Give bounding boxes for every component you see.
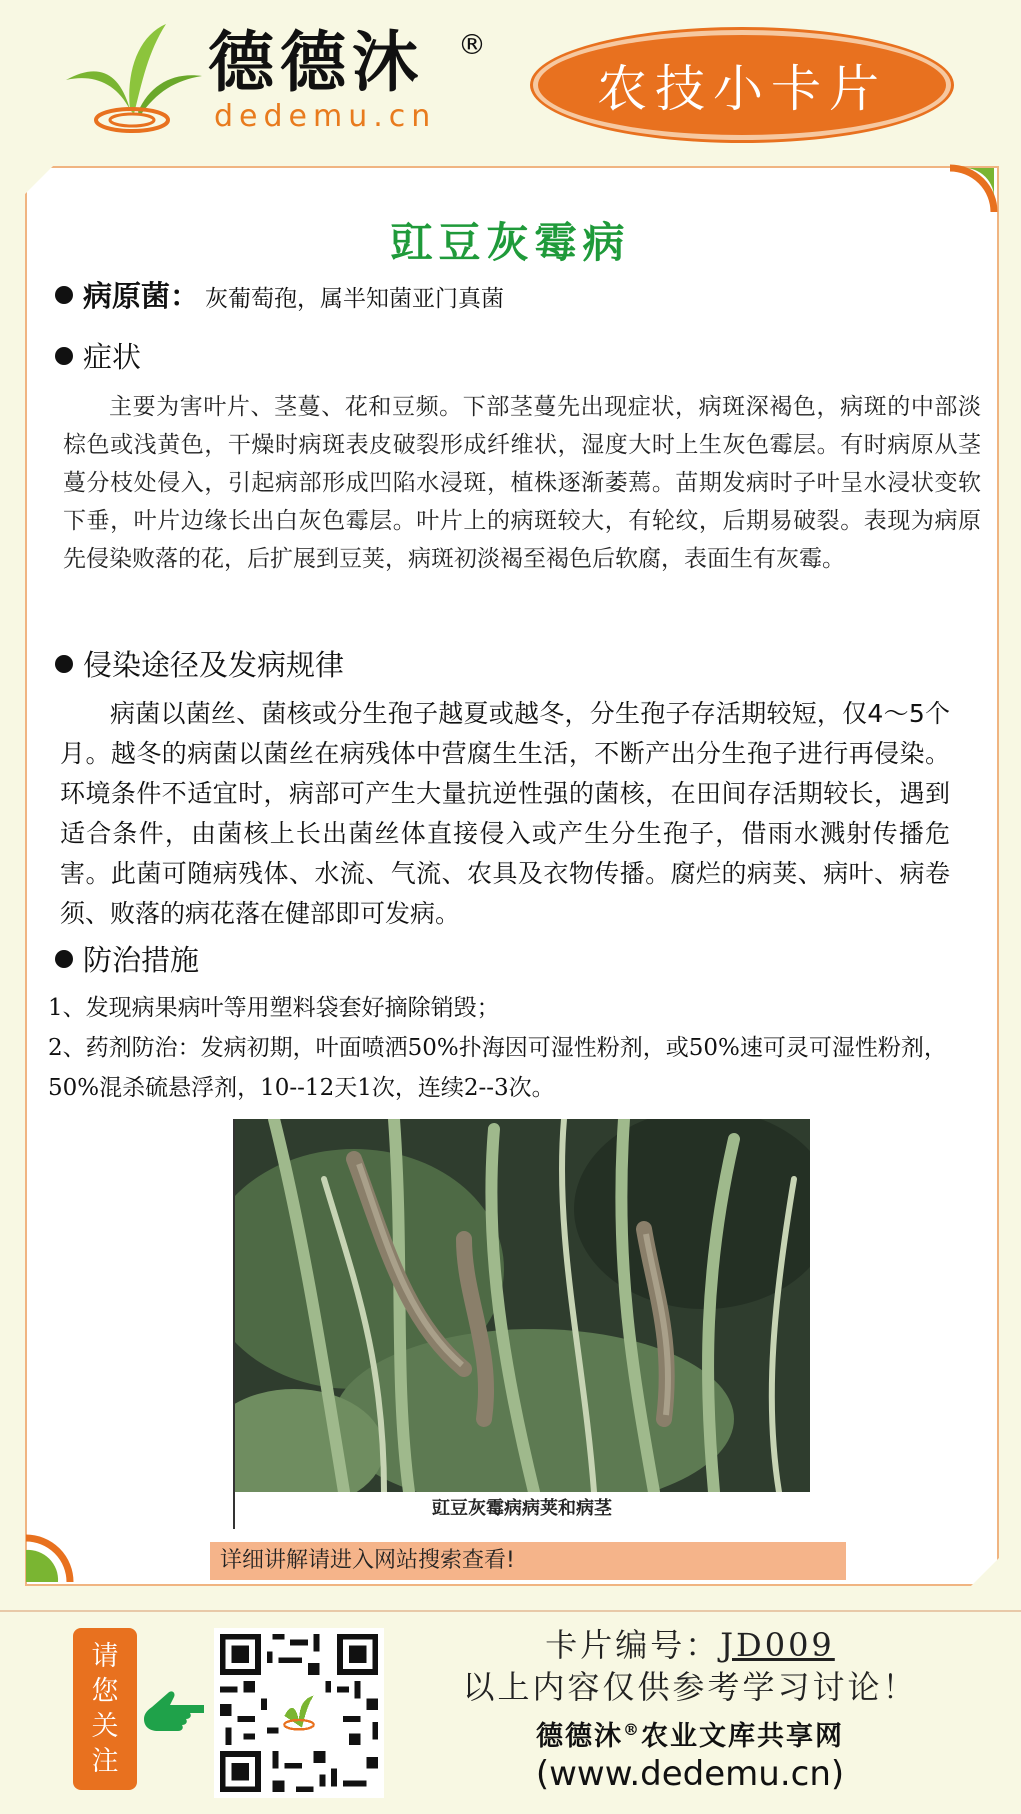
site-name — [420, 1714, 960, 1753]
bullet-icon — [55, 655, 73, 673]
pathogen-section — [55, 276, 504, 319]
site-url-link[interactable]: (www.dedemu.cn) — [535, 1754, 845, 1794]
bullet-icon — [55, 286, 73, 304]
qr-code[interactable] — [214, 1628, 384, 1798]
site-name-prefix: 德德沐 — [536, 1721, 623, 1752]
list-item: 2、药剂防治：发病初期，叶面喷洒50%扑海因可湿性粉剂，或50%速可灵可湿性粉剂，50%混杀硫悬浮剂，10--12天1次，连续2--3次。 — [48, 1035, 947, 1101]
disclaimer: 以上内容仅供参考学习讨论！ — [462, 1668, 918, 1706]
follow-char: 请 — [91, 1641, 119, 1672]
card-title: 豇豆灰霉病 — [390, 218, 631, 267]
infection-text: 病菌以菌丝、菌核或分生孢子越夏或越冬，分生孢子存活期较短，仅4～5个月。越冬的病菌以菌丝在病残体中营腐生生活，不断产出分生孢子进行再侵染。环境条件不适宜时，病部可产生大量抗逆性强的菌核，在田间存活期较长，遇到适合条件，由菌核上长出菌丝体直接侵入或产生分生孢子，借雨水溅射传播危害。此菌可随病残体、水流、气流、农具及衣物传播。腐烂的病荚、病叶、病卷须、败落的病花落在健部即可发病。 — [60, 699, 950, 928]
brand-url: dedemu.cn — [214, 99, 437, 134]
photo-rule — [233, 1119, 235, 1529]
footer-divider — [0, 1610, 1021, 1612]
infection-heading-text: 侵染途径及发病规律 — [83, 648, 345, 682]
bullet-icon — [55, 950, 73, 968]
symptoms-text: 主要为害叶片、茎蔓、花和豆频。下部茎蔓先出现症状，病斑深褐色，病斑的中部淡棕色或浅黄色，干燥时病斑表皮破裂形成纤维状，湿度大时上生灰色霉层。有时病原从茎蔓分枝处侵入，引起病部形成凹陷水浸斑，植株逐渐萎蔫。苗期发病时子叶呈水浸状变软下垂，叶片边缘长出白灰色霉层。叶片上的病斑较大，有轮纹，后期易破裂。表现为病原先侵染败落的花，后扩展到豆荚，病斑初淡褐至褐色后软腐，表面生有灰霉。 — [63, 394, 981, 572]
control-list — [48, 988, 968, 1108]
badge-label: 农技小卡片 — [597, 60, 887, 118]
infection-heading — [55, 645, 344, 685]
registered-mark: ® — [623, 1720, 641, 1739]
follow-char: 关 — [91, 1711, 119, 1742]
pathogen-label: 病原菌： — [83, 279, 200, 313]
disease-photo — [234, 1119, 810, 1492]
pathogen-value: 灰葡萄孢，属半知菌亚门真菌 — [205, 286, 505, 312]
photo-caption: 豇豆灰霉病病荚和病茎 — [432, 1498, 612, 1519]
symptoms-heading — [55, 337, 141, 377]
card-number: JD009 — [720, 1626, 835, 1664]
registered-mark: ® — [458, 28, 486, 61]
corner-decoration-icon — [946, 164, 998, 216]
brand-logo-icon — [58, 22, 208, 140]
brand-name: 德德沐 — [208, 23, 424, 101]
notice-bar[interactable] — [210, 1542, 846, 1580]
control-heading — [55, 940, 199, 980]
bullet-icon — [55, 347, 73, 365]
follow-char: 注 — [91, 1746, 119, 1777]
site-name-suffix: 农业文库共享网 — [641, 1721, 844, 1752]
card-number-label: 卡片编号： — [545, 1626, 721, 1664]
follow-tag[interactable] — [73, 1628, 137, 1790]
pointing-hand-icon — [140, 1685, 206, 1735]
corner-decoration-icon — [22, 1534, 74, 1586]
card-type-badge — [533, 30, 951, 140]
card-number-line — [420, 1620, 960, 1666]
list-item: 1、发现病果病叶等用塑料袋套好摘除销毁； — [48, 995, 500, 1021]
control-heading-text: 防治措施 — [83, 943, 200, 977]
notice-text: 详细讲解请进入网站搜索查看! — [220, 1548, 515, 1573]
follow-char: 您 — [91, 1676, 119, 1707]
symptoms-heading-text: 症状 — [83, 340, 142, 374]
